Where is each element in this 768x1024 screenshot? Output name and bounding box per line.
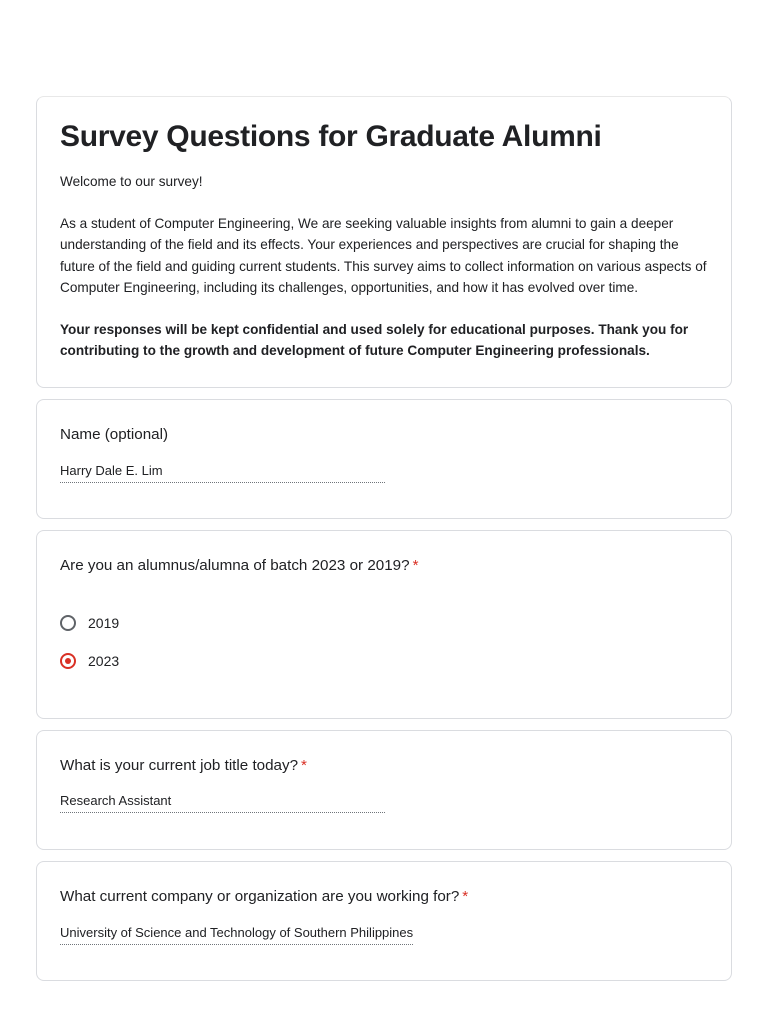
question-label: What current company or organization are you working for? (60, 888, 460, 905)
question-label: Name (optional) (60, 426, 169, 443)
question-card-name (36, 399, 732, 519)
form-title: Survey Questions for Graduate Alumni (60, 120, 602, 153)
radio-label: 2023 (88, 653, 120, 669)
name-answer-field[interactable]: Harry Dale E. Lim (60, 462, 385, 483)
company-answer-field[interactable]: University of Science and Technology of Southern Philippines (60, 924, 413, 945)
radio-unchecked-icon[interactable] (60, 615, 76, 631)
radio-checked-icon[interactable] (60, 653, 76, 669)
question-title-batch (60, 556, 418, 576)
confidential-note: Your responses will be kept confidential and used solely for educational purposes. Thank you for contributing to the growth and development of future Computer Engineering professionals. (60, 321, 689, 358)
required-asterisk: * (301, 757, 307, 774)
form-header-card (36, 96, 732, 388)
radio-option-2023[interactable] (60, 653, 119, 669)
question-title-company (60, 887, 468, 907)
question-title-name (60, 425, 168, 445)
required-asterisk: * (412, 557, 419, 574)
radio-label: 2019 (88, 615, 120, 631)
question-card-batch (36, 530, 732, 719)
question-card-job-title (36, 730, 732, 850)
radio-option-2019[interactable] (60, 615, 119, 631)
job-title-answer-field[interactable]: Research Assistant (60, 792, 385, 813)
form-description: As a student of Computer Engineering, We are seeking valuable insights from alumni to gain a deeper understanding of the field and its effects. Your experiences and perspectives are crucial for shaping the future of the field and guiding current students. This survey aims to collect information on various aspects of Computer Engineering, including its challenges, opportunities, and how it has evolved over time. (60, 215, 707, 295)
question-title-job (60, 756, 307, 776)
question-label: What is your current job title today? (60, 757, 299, 774)
question-card-company (36, 861, 732, 981)
question-label: Are you an alumnus/alumna of batch 2023 or 2019? (60, 557, 410, 574)
welcome-text: Welcome to our survey! (60, 174, 203, 189)
required-asterisk: * (462, 888, 469, 905)
